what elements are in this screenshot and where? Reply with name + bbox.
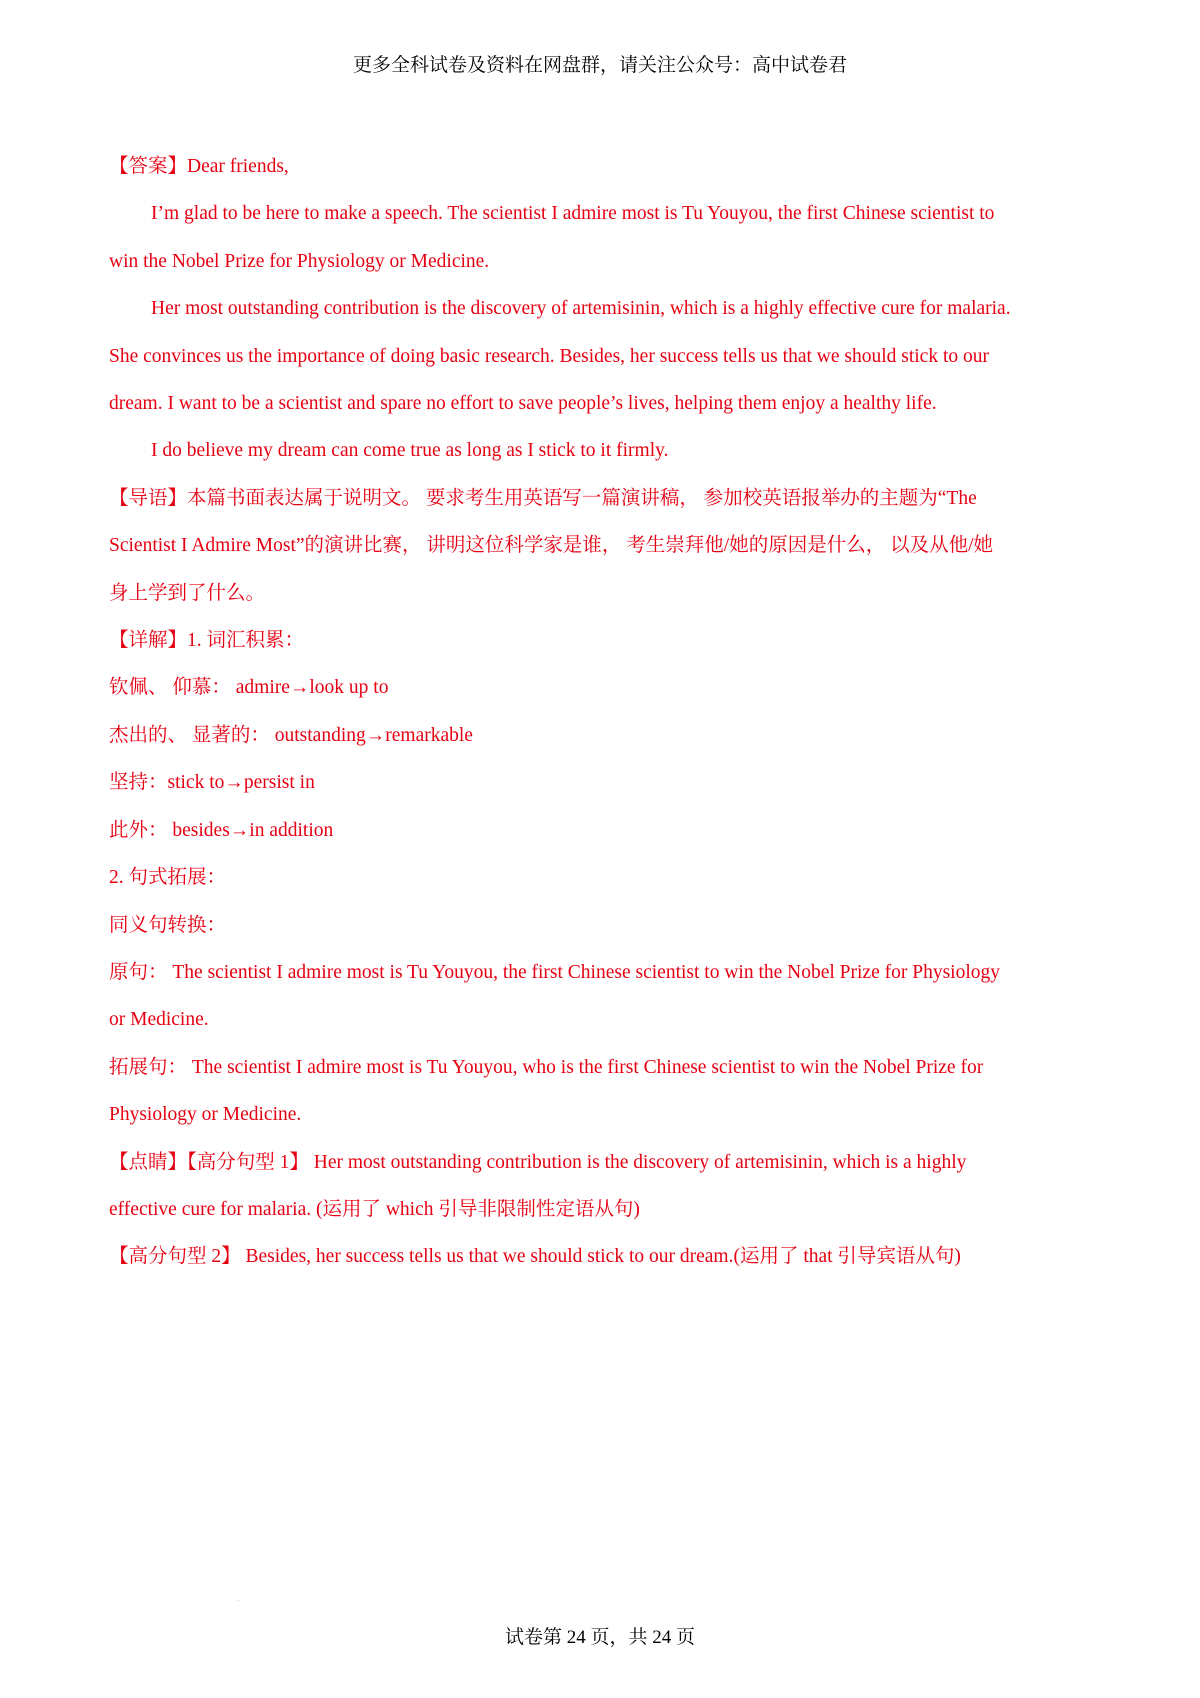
highlight-line-1: 【点睛】【高分句型 1】 Her most outstanding contribution is the discovery of artemisinin, which is a highly — [109, 1151, 967, 1173]
vocab-item: 此外： besides→in addition — [109, 819, 334, 841]
answer-paragraph-1-line-2: win the Nobel Prize for Physiology or Medicine. — [109, 250, 490, 272]
answer-paragraph-2-line-2: She convinces us the importance of doing basic research. Besides, her success tells us that we should stick to our — [109, 345, 989, 367]
answer-paragraph-2-line-1: Her most outstanding contribution is the discovery of artemisinin, which is a highly effective cure for malaria. — [151, 298, 1011, 320]
answer-paragraph-3-line-1: I do believe my dream can come true as long as I stick to it firmly. — [151, 440, 669, 462]
guide-line-2: Scientist I Admire Most”的演讲比赛， 讲明这位科学家是谁， 考生崇拜他/她的原因是什么， 以及从他/她 — [109, 535, 993, 557]
highlight-line-2: effective cure for malaria. (运用了 which 引导非限制性定语从句) — [109, 1198, 640, 1220]
original-sentence-line-1: 原句： The scientist I admire most is Tu Youyou, the first Chinese scientist to win the Nobel Prize for Physiology — [109, 961, 1001, 983]
vocab-item: 钦佩、 仰慕： admire→look up to — [109, 677, 389, 699]
guide-line-1: 【导语】本篇书面表达属于说明文。 要求考生用英语写一篇演讲稿， 参加校英语报举办的主题为“The — [109, 487, 977, 509]
answer-greeting: Dear friends, — [187, 156, 289, 177]
original-sentence-line-2: or Medicine. — [109, 1009, 209, 1031]
sentence-expansion-heading: 2. 句式拓展： — [109, 867, 227, 889]
answer-paragraph-2-line-3: dream. I want to be a scientist and spare no effort to save people’s lives, helping them enjoy a healthy life. — [109, 393, 937, 415]
expanded-sentence-line-2: Physiology or Medicine. — [109, 1104, 302, 1126]
vocab-item: 杰出的、 显著的： outstanding→remarkable — [109, 724, 473, 746]
vocab-item: 坚持：stick to→persist in — [109, 772, 315, 794]
answer-heading — [109, 143, 1094, 190]
details-heading: 【详解】1. 词汇积累： — [109, 630, 305, 652]
synonym-heading: 同义句转换： — [109, 914, 227, 936]
guide-line-3: 身上学到了什么。 — [109, 582, 266, 604]
expanded-sentence-line-1: 拓展句： The scientist I admire most is Tu Youyou, who is the first Chinese scientist to win the Nobel Prize for — [109, 1056, 984, 1078]
scan-speck — [238, 1600, 239, 1601]
highlight-line-3: 【高分句型 2】 Besides, her success tells us that we should stick to our dream.(运用了 that 引导宾语从句) — [109, 1246, 961, 1268]
answer-label: 【答案】 — [109, 156, 188, 177]
document-body — [109, 143, 1094, 1281]
answer-paragraph-1-line-1: I’m glad to be here to make a speech. The scientist I admire most is Tu Youyou, the first Chinese scientist to — [151, 203, 995, 225]
page-header: 更多全科试卷及资料在网盘群，请关注公众号：高中试卷君 — [352, 55, 847, 76]
page-footer: 试卷第 24 页，共 24 页 — [504, 1627, 695, 1648]
